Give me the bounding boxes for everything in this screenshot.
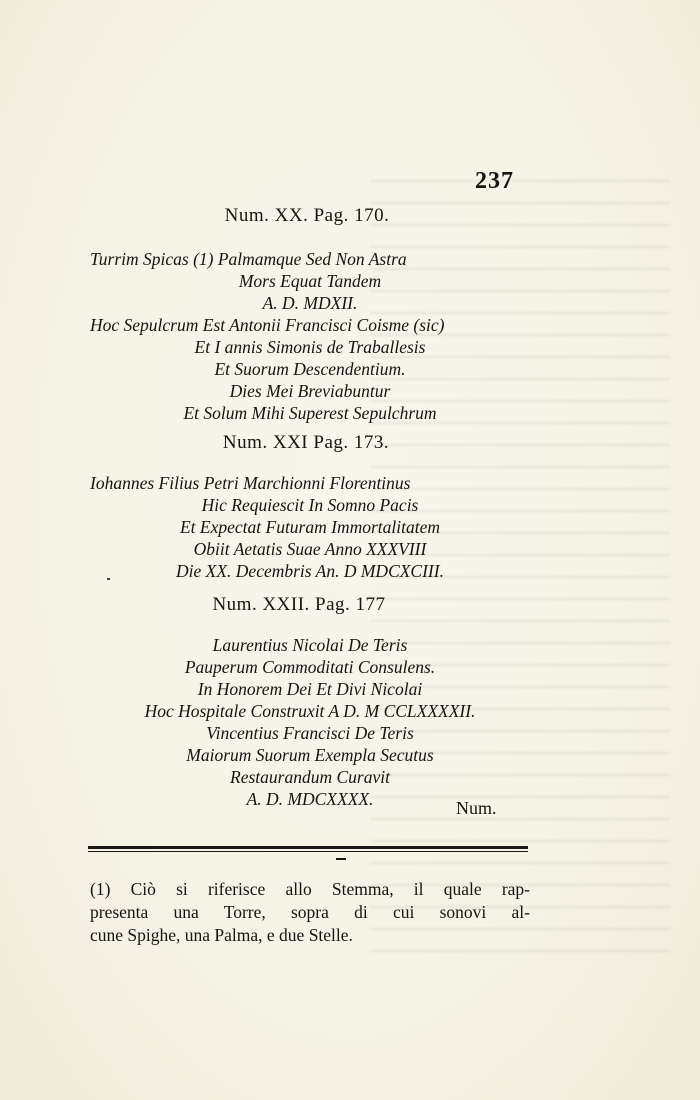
inscription-line: In Honorem Dei Et Divi Nicolai [197,679,423,699]
inscription-text [86,634,534,810]
footnote [90,878,530,947]
inscription-heading: Num. XXI Pag. 173. [222,432,390,453]
inscription-line: Pauperum Commoditati Consulens. [184,657,436,677]
inscription-line: Obiit Aetatis Suae Anno XXXVIII [193,539,427,559]
inscription-line: Et I annis Simonis de Traballesis [194,337,426,357]
inscription-line: Laurentius Nicolai De Teris [212,635,408,655]
inscription-text [90,472,530,582]
inscription-line: Die XX. Decembris An. D MDCXCIII. [176,561,444,581]
inscription-line: Hoc Sepulcrum Est Antonii Francisci Coisme (sic) [90,315,445,335]
footnote-rule-thin [88,851,528,852]
page-number: 237 [475,168,514,194]
inscription-line: Vincentius Francisci De Teris [206,723,414,743]
footnote-rule [88,846,528,849]
inscription-text [90,248,530,424]
inscription-line: Et Solum Mihi Superest Sepulchrum [183,403,437,423]
inscription-heading: Num. XX. Pag. 170. [224,205,390,226]
footnote-line: (1) Ciò si riferisce allo Stemma, il quale rap- [90,879,530,899]
catchword: Num. [456,798,497,818]
inscription-line: Iohannes Filius Petri Marchionni Florentinus [90,473,411,493]
inscription-line: A. D. MDXII. [262,293,358,313]
inscription-line: Restaurandum Curavit [230,767,390,787]
inscription-line: Hic Requiescit In Somno Pacis [201,495,419,515]
stray-mark [107,578,110,580]
rule-mark [336,858,346,860]
inscription-line: Dies Mei Breviabuntur [229,381,391,401]
inscription-line: Mors Equat Tandem [238,271,382,291]
inscription-line: A. D. MDCXXXX. [246,789,374,809]
inscription-heading: Num. XXII. Pag. 177 [212,594,386,615]
inscription-line: Et Suorum Descendentium. [214,359,406,379]
footnote-line: presenta una Torre, sopra di cui sonovi al- [90,902,530,922]
inscription-line: Et Expectat Futuram Immortalitatem [179,517,441,537]
inscription-line: Maiorum Suorum Exempla Secutus [186,745,434,765]
footnote-line: cune Spighe, una Palma, e due Stelle. [90,925,353,945]
inscription-line: Turrim Spicas (1) Palmamque Sed Non Astra [90,249,407,269]
inscription-line: Hoc Hospitale Construxit A D. M CCLXXXXII. [144,701,476,721]
